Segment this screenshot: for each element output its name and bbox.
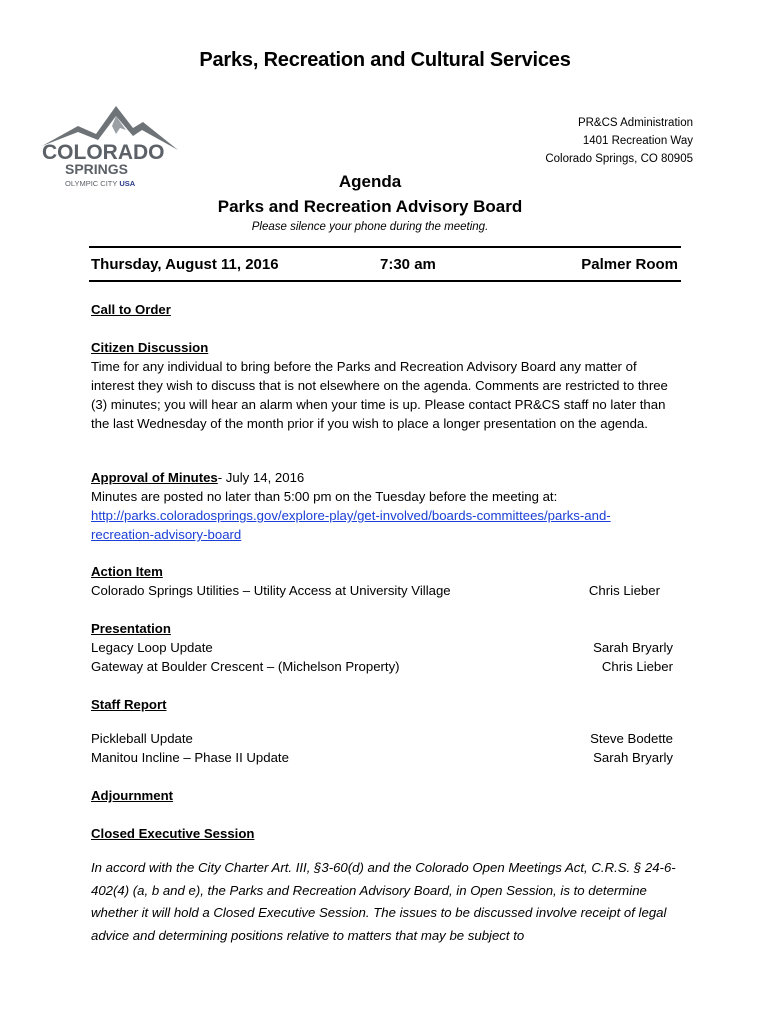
agenda-item-title: Manitou Incline – Phase II Update — [91, 750, 289, 765]
agenda-item-row — [91, 729, 673, 748]
address-line-1: PR&CS Administration — [577, 117, 693, 129]
logo-name-line1: COLORADO — [42, 141, 165, 164]
closed-session-text: In accord with the City Charter Art. III, §3-60(d) and the Colorado Open Meetings Act, C.R.S. § 24-6-402(4) (a, b and e), the Parks and Recreation Advisory Board, in Open Session, is to determine whether it will hold a Closed Executive Session. The issues to be discussed involve receipt of legal advice and determining positions relative to matters that may be subject to — [91, 860, 676, 943]
section-staff-report — [91, 695, 681, 767]
section-citizen-discussion — [91, 338, 681, 433]
address-line-3: Colorado Springs, CO 80905 — [545, 153, 693, 165]
meeting-time: 7:30 am — [380, 256, 436, 273]
closed-session-heading: Closed Executive Session — [91, 826, 255, 841]
section-adjournment — [91, 786, 681, 805]
approval-of-minutes-heading: Approval of Minutes — [91, 470, 218, 485]
meeting-info-row — [91, 256, 678, 278]
action-item-heading: Action Item — [91, 564, 163, 579]
agenda-item-title: Legacy Loop Update — [91, 640, 213, 655]
minutes-link-line-2[interactable]: recreation-advisory-board — [91, 527, 242, 542]
silence-note: Please silence your phone during the meeting. — [251, 221, 489, 233]
section-call-to-order — [91, 300, 681, 319]
agenda-item-presenter: Steve Bodette — [590, 731, 673, 746]
logo-name-line2: SPRINGS — [65, 161, 129, 177]
citizen-discussion-heading: Citizen Discussion — [91, 340, 209, 355]
minutes-link-line-1[interactable]: http://parks.coloradosprings.gov/explore-play/get-involved/boards-committees/parks-and- — [91, 508, 611, 523]
divider-bottom — [89, 280, 681, 282]
agenda-item-row — [91, 748, 673, 767]
call-to-order-heading: Call to Order — [91, 302, 171, 317]
agenda-item-presenter: Sarah Bryarly — [593, 750, 673, 765]
agenda-title: Agenda — [338, 172, 402, 191]
agenda-item-row — [91, 638, 673, 657]
agenda-item-title: Colorado Springs Utilities – Utility Access at University Village — [91, 583, 451, 598]
logo-tagline-usa: USA — [119, 179, 136, 188]
agenda-item-row — [91, 581, 673, 600]
agenda-item-presenter: Chris Lieber — [601, 659, 673, 674]
address-line-2: 1401 Recreation Way — [582, 135, 693, 147]
minutes-posting-text: Minutes are posted no later than 5:00 pm on the Tuesday before the meeting at: — [91, 489, 558, 504]
divider-top — [89, 246, 681, 248]
agenda-item-title: Gateway at Boulder Crescent – (Michelson Property) — [91, 659, 400, 674]
meeting-date: Thursday, August 11, 2016 — [91, 256, 279, 273]
minutes-date: - July 14, 2016 — [217, 470, 305, 485]
board-title: Parks and Recreation Advisory Board — [217, 197, 523, 216]
agenda-item-presenter: Sarah Bryarly — [593, 640, 673, 655]
citizen-discussion-text: Time for any individual to bring before the Parks and Recreation Advisory Board any matter of interest they wish to discuss that is not elsewhere on the agenda. Comments are restricted to three (3) minutes; you will hear an alarm when your time is up. Please contact PR&CS staff no later than the last Wednesday of the month prior if you wish to place a longer presentation on the agenda. — [91, 359, 668, 431]
agenda-item-presenter: Chris Lieber — [588, 583, 660, 598]
office-address — [545, 114, 693, 168]
presentation-heading: Presentation — [91, 621, 171, 636]
document-title: Parks, Recreation and Cultural Services — [199, 49, 571, 71]
adjournment-heading: Adjournment — [91, 788, 174, 803]
logo-tagline-part1: OLYMPIC CITY — [65, 179, 120, 188]
agenda-item-row — [91, 657, 673, 676]
section-presentation — [91, 619, 681, 676]
section-action-item — [91, 562, 681, 600]
meeting-room: Palmer Room — [581, 256, 678, 273]
staff-report-heading: Staff Report — [91, 697, 167, 712]
section-closed-executive-session — [91, 824, 681, 947]
section-approval-of-minutes — [91, 468, 681, 544]
agenda-item-title: Pickleball Update — [91, 731, 193, 746]
